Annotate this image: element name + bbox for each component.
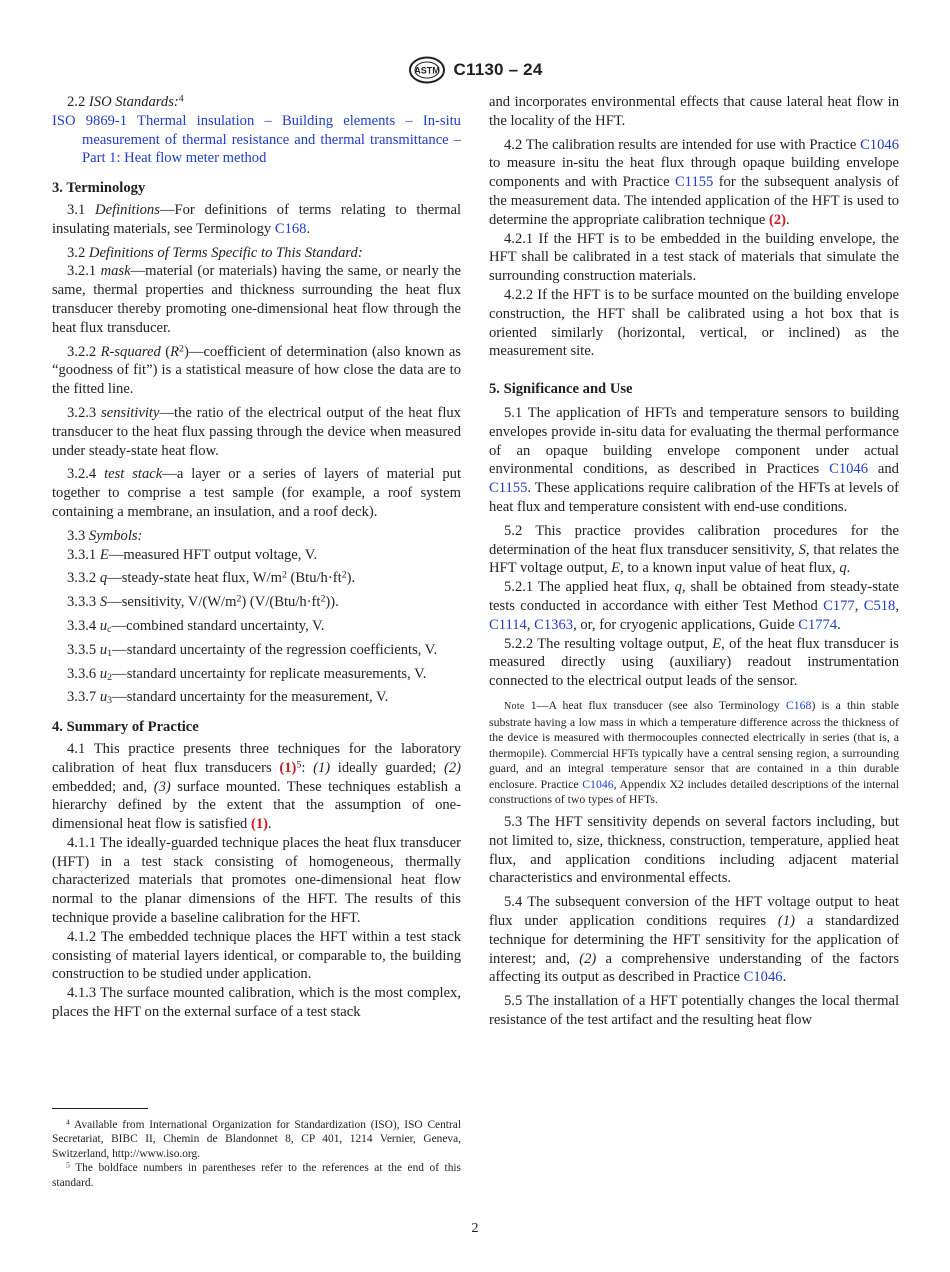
subscript: c bbox=[107, 623, 112, 635]
section-3-3-4 bbox=[52, 617, 461, 636]
heading-significance-and-use: 5. Significance and Use bbox=[489, 381, 633, 398]
c1046-link[interactable]: C1046 bbox=[582, 776, 614, 791]
reference-link[interactable]: (1) bbox=[251, 816, 269, 833]
reference-link[interactable]: (2) bbox=[769, 211, 787, 228]
symbol: u bbox=[99, 665, 108, 682]
para-text: 5.2.1 The applied heat flux, bbox=[504, 579, 675, 596]
enum-marker: (2) bbox=[443, 759, 462, 776]
section-number: 3.2.1 bbox=[67, 263, 97, 280]
section-5-2-1 bbox=[489, 578, 899, 634]
astm-logo-text: ASTM bbox=[413, 65, 440, 76]
para-text: —material (or materials) having the same, or nearly the same, thermal properties and thickness surrounding the heat flux transducer thereby promoting one-dimensional heat flow through the heat flux transducer. bbox=[52, 263, 461, 336]
para-text: for the subsequent analysis of the measurement data. The intended application of the HFT is used to determine the appropriate calibration technique bbox=[489, 174, 899, 228]
footnote-mark: 4 bbox=[66, 1117, 70, 1127]
section-4-1-1: 4.1.1 The ideally-guarded technique places the heat flux transducer (HFT) in a test stack consisting of homogeneous, thermally characterized materials that promotes one-dimensional heat flow normal to the planar dimensions of the HFT. The results of this technique provide a baseline calibration for the HFT. bbox=[52, 834, 461, 927]
para-text: )). bbox=[325, 594, 339, 611]
para-text: —a layer or a series of layers of material put together to comprise a test sample (for example, a roof system containing a membrane, an insulation, and a roof deck). bbox=[52, 466, 461, 520]
section-4-2 bbox=[489, 136, 899, 230]
para-text: . bbox=[837, 616, 841, 633]
para-text: : bbox=[301, 759, 314, 776]
symbol: E bbox=[99, 546, 109, 563]
para-text: , to a known input value of heat flux, bbox=[620, 560, 840, 577]
iso-code-link[interactable]: ISO 9869-1 bbox=[52, 112, 128, 129]
para-text: ideally guarded; bbox=[330, 759, 444, 776]
superscript: 2 bbox=[341, 569, 347, 581]
para-text: and bbox=[868, 461, 899, 478]
para-text: . bbox=[306, 220, 311, 237]
section-number: 3.2.4 bbox=[67, 466, 97, 483]
symbol: u bbox=[99, 689, 108, 706]
para-text: 4.1 This practice presents three techniques for the laboratory calibration of heat flux transducers bbox=[52, 740, 461, 776]
term: test stack bbox=[104, 466, 163, 483]
section-number: 3.3.6 bbox=[67, 665, 97, 682]
para-text: , that relates the HFT voltage output, bbox=[489, 541, 899, 577]
footnote-ref: 4 bbox=[178, 93, 184, 105]
page-header bbox=[0, 55, 950, 85]
section-4-1-2: 4.1.2 The embedded technique places the HFT within a test stack consisting of material layers identical, or comparable to, the building construction to be studied under application. bbox=[52, 928, 461, 983]
para-text: . bbox=[268, 816, 272, 833]
note-label: Note bbox=[504, 700, 525, 712]
section-number: 3.3.4 bbox=[67, 617, 97, 634]
footnote-4 bbox=[52, 1118, 461, 1161]
para-text: 5.4 The subsequent conversion of the HFT voltage output to heat flux under application conditions requires bbox=[489, 894, 899, 930]
symbol: R bbox=[170, 343, 180, 360]
section-title: ISO Standards: bbox=[88, 94, 179, 110]
term: Definitions bbox=[95, 201, 160, 218]
para-text: , Appendix X2 includes detailed descriptions of the internal constructions of two types of HFTs. bbox=[489, 776, 899, 807]
para-text: , of the heat flux transducer is measured directly using (auxiliary) readout instrumentation connected to the electrical output leads of the sensor. bbox=[489, 635, 899, 690]
section-number: 3.2.2 bbox=[67, 343, 97, 360]
section-5-2 bbox=[489, 522, 899, 578]
para-text: , bbox=[895, 597, 899, 614]
para-text: —standard uncertainty of the regression coefficients, V. bbox=[112, 641, 438, 658]
footnote-divider bbox=[52, 1108, 148, 1109]
para-text: to measure in-situ the heat flux through opaque building envelope components and with Practice bbox=[489, 155, 899, 191]
c1114-link[interactable]: C1114 bbox=[489, 616, 527, 633]
symbol: q bbox=[99, 570, 108, 587]
page-number: 2 bbox=[471, 1221, 479, 1236]
c1046-link[interactable]: C1046 bbox=[743, 969, 783, 986]
para-text: , or, for cryogenic applications, Guide bbox=[573, 616, 799, 633]
term: sensitivity bbox=[101, 404, 160, 421]
c1155-link[interactable]: C1155 bbox=[674, 174, 714, 191]
para-text: —combined standard uncertainty, V. bbox=[111, 617, 325, 634]
left-column bbox=[52, 93, 461, 1022]
enum-marker: (1) bbox=[777, 913, 795, 930]
enum-marker: (2) bbox=[579, 950, 597, 967]
para-text: , shall be obtained from steady-state tests conducted in accordance with either Test Method bbox=[489, 579, 899, 614]
symbol: S bbox=[99, 594, 108, 611]
para-text: 5.2.2 The resulting voltage output, bbox=[504, 635, 713, 652]
section-number: 3.2 bbox=[67, 244, 86, 261]
section-3-2-3 bbox=[52, 404, 461, 460]
section-number: 3.3.5 bbox=[67, 641, 97, 658]
subscript: 3 bbox=[107, 695, 113, 707]
section-number: 3.1 bbox=[67, 201, 86, 218]
para-text: ( bbox=[165, 343, 171, 360]
para-text: a standardized technique for determining the HFT sensitivity for the application of interest; and, bbox=[489, 913, 899, 967]
superscript: 2 bbox=[320, 593, 326, 605]
symbol: q bbox=[839, 560, 847, 577]
para-text: a comprehensive understanding of the factors affecting its output as described in Practice bbox=[489, 950, 899, 986]
para-text: 1—A heat flux transducer (see also Terminology bbox=[524, 697, 786, 712]
para-text: —standard uncertainty for the measurement, V. bbox=[112, 689, 389, 706]
right-column bbox=[489, 93, 899, 1030]
symbol: E bbox=[712, 635, 722, 652]
section-4-1-3: 4.1.3 The surface mounted calibration, which is the most complex, places the HFT on the external surface of a test stack bbox=[52, 985, 461, 1021]
para-text: —coefficient of determination (also known as “goodness of fit”) is a statistical measure of how close the data are to the fitted line. bbox=[52, 343, 461, 398]
para-text: —measured HFT output voltage, V. bbox=[108, 546, 318, 563]
c1046-link[interactable]: C1046 bbox=[829, 461, 869, 478]
superscript: 2 bbox=[281, 569, 287, 581]
c177-link[interactable]: C177 bbox=[823, 597, 855, 614]
para-text: —sensitivity, V/(W/m bbox=[107, 594, 237, 611]
subscript: 2 bbox=[107, 671, 113, 683]
para-text: . bbox=[782, 969, 787, 986]
section-2-2 bbox=[52, 93, 461, 112]
symbol: S bbox=[798, 541, 806, 558]
section-3-1 bbox=[52, 201, 461, 239]
section-4-1 bbox=[52, 740, 461, 834]
section-number: 3.3.1 bbox=[67, 546, 97, 563]
section-number: 3.3.2 bbox=[67, 570, 97, 587]
c168-link[interactable]: C168 bbox=[274, 220, 307, 237]
c1774-link[interactable]: C1774 bbox=[798, 616, 838, 633]
term: Definitions of Terms Specific to This Standard: bbox=[88, 244, 363, 261]
footnote-mark: 5 bbox=[66, 1160, 70, 1170]
iso-title-link[interactable]: Thermal insulation – Building elements – In-situ measurement of thermal resistance and thermal transmittance – Part 1: Heat flow meter method bbox=[82, 112, 461, 167]
section-5-3: 5.3 The HFT sensitivity depends on several factors including, but not limited to, size, thickness, construction, temperature, applied heat flux, and application conditions including adjacent material characteristics and environmental effects. bbox=[489, 814, 899, 887]
section-3-2-1 bbox=[52, 262, 461, 337]
para-text: . bbox=[846, 560, 851, 577]
c1363-link[interactable]: C1363 bbox=[534, 616, 574, 633]
enum-marker: (3) bbox=[153, 778, 171, 795]
para-text: —steady-state heat flux, W/m bbox=[107, 570, 282, 587]
section-number: 3.3.7 bbox=[67, 689, 97, 706]
section-3-3-3 bbox=[52, 593, 461, 612]
c1046-link[interactable]: C1046 bbox=[860, 136, 899, 153]
term: mask bbox=[100, 263, 131, 280]
para-text: —the ratio of the electrical output of the heat flux transducer to the heat flux passing through the device when measured under steady-state heat flow. bbox=[52, 404, 461, 459]
section-5-2-2 bbox=[489, 635, 899, 691]
para-text: , bbox=[526, 616, 535, 633]
para-text: ) (V/(Btu/h·ft bbox=[241, 594, 321, 611]
para-text: —standard uncertainty for replicate measurements, V. bbox=[112, 665, 427, 682]
section-5-5: 5.5 The installation of a HFT potentially changes the local thermal resistance of the test artifact and the resulting heat flow bbox=[489, 993, 899, 1029]
footnote-5 bbox=[52, 1161, 461, 1190]
para-text: 4.2 The calibration results are intended for use with Practice bbox=[504, 136, 861, 153]
para-text: . These applications require calibration of the HFTs at levels of heat flux and temperature consistent with end-use conditions. bbox=[489, 480, 899, 515]
heading-summary-of-practice: 4. Summary of Practice bbox=[52, 719, 199, 736]
footnotes bbox=[52, 1118, 461, 1190]
section-3-2-2 bbox=[52, 343, 461, 399]
section-3-3 bbox=[52, 527, 461, 546]
section-3-3-7 bbox=[52, 688, 461, 707]
symbol: u bbox=[99, 617, 108, 634]
section-3-3-1 bbox=[52, 546, 461, 565]
standard-designation: C1130 – 24 bbox=[453, 60, 543, 79]
section-number: 3.3.3 bbox=[67, 594, 97, 611]
c518-link[interactable]: C518 bbox=[863, 597, 896, 614]
section-number: 3.2.3 bbox=[67, 404, 97, 421]
symbol: u bbox=[99, 641, 108, 658]
footnote-ref: 5 bbox=[296, 759, 302, 771]
section-3-2-4 bbox=[52, 465, 461, 521]
term: R-squared bbox=[100, 343, 161, 360]
para-text: 5.2 This practice provides calibration procedures for the determination of the heat flux transducer sensitivity, bbox=[489, 522, 899, 558]
heading-terminology: 3. Terminology bbox=[52, 180, 146, 197]
section-5-1 bbox=[489, 404, 899, 517]
term: Symbols: bbox=[88, 527, 143, 544]
reference-link[interactable]: (1) bbox=[279, 759, 297, 776]
symbol: q bbox=[674, 579, 682, 596]
symbol: E bbox=[611, 560, 621, 577]
para-text: , bbox=[854, 597, 864, 614]
section-4-2-1: 4.2.1 If the HFT is to be embedded in the building envelope, the HFT shall be calibrated in a test stack of materials that simulate the surrounding construction materials. bbox=[489, 230, 899, 285]
para-text: surface mounted. These techniques establish a hierarchy defined by the extent that the assumption of one-dimensional heat flow is satisfied bbox=[52, 778, 461, 833]
c1155-link[interactable]: C1155 bbox=[489, 480, 528, 497]
section-5-4 bbox=[489, 893, 899, 987]
section-3-2 bbox=[52, 244, 461, 263]
subscript: 1 bbox=[107, 647, 113, 659]
astm-logo-icon bbox=[408, 56, 446, 84]
para-text: (Btu/h·ft bbox=[286, 570, 342, 587]
para-text: ) is a thin stable substrate having a low mass in which a temperature difference across the thickness of the device is measured with thermocouples connected electrically in series (that is, a thermopile). Commercial HFTs typically have a central sensing region, a surrounding guard, and an integral temperature sensor that are contained in a thin durable enclosure. Practice bbox=[489, 697, 899, 791]
para-text: . bbox=[786, 211, 790, 228]
para-text: ). bbox=[346, 570, 356, 587]
continued-text: and incorporates environmental effects that cause lateral heat flow in the locality of the HFT. bbox=[489, 94, 899, 129]
footnote-text: Available from International Organization for Standardization (ISO), ISO Central Secretariat, BIBC II, Chemin de Blandonnet 8, CP 401, 1214 Vernier, Geneva, Switzerland, http://www.iso.org. bbox=[52, 1119, 461, 1160]
para-text: —For definitions of terms relating to thermal insulating materials, see Terminology bbox=[52, 201, 461, 237]
section-number: 3.3 bbox=[67, 527, 86, 544]
para-text: ) bbox=[183, 343, 189, 360]
iso-reference bbox=[52, 112, 461, 168]
section-4-2-2: 4.2.2 If the HFT is to be surface mounted on the building envelope construction, the HFT shall be calibrated using a hot box that is oriented similarly (horizontal, vertical, or inclined) as the measurement site. bbox=[489, 286, 899, 360]
section-3-3-2 bbox=[52, 569, 461, 588]
footnote-text: The boldface numbers in parentheses refer to the references at the end of this standard. bbox=[52, 1162, 461, 1189]
section-3-3-5 bbox=[52, 641, 461, 660]
para-text: 5.1 The application of HFTs and temperature sensors to building envelopes provide in-situ data for evaluating the thermal performance of an opaque building envelope component under actual environmental conditions, as described in Practices bbox=[489, 404, 899, 478]
para-text: embedded; and, bbox=[52, 778, 154, 795]
c168-link[interactable]: C168 bbox=[785, 697, 812, 712]
superscript: 2 bbox=[236, 593, 242, 605]
section-3-3-6 bbox=[52, 665, 461, 684]
enum-marker: (1) bbox=[313, 759, 331, 776]
section-number: 2.2 bbox=[67, 94, 86, 110]
superscript: 2 bbox=[179, 343, 184, 355]
note-1 bbox=[489, 698, 899, 808]
